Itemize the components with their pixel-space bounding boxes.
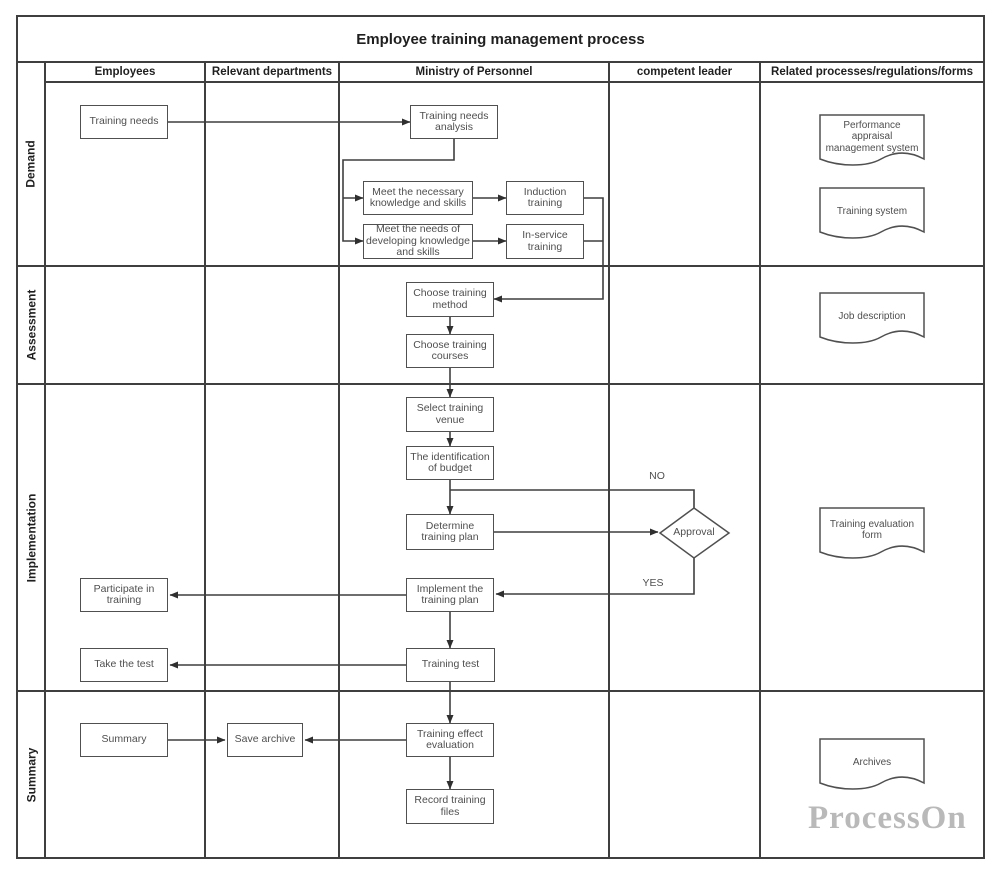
document-evaluation-form-label: Training evaluation form <box>829 518 915 541</box>
node-training-test: Training test <box>406 648 495 682</box>
node-participate-in-training: Participate in training <box>80 578 168 612</box>
decision-approval-label: Approval <box>673 526 715 539</box>
phase-label-summary <box>17 691 45 858</box>
node-summary: Summary <box>80 723 168 757</box>
node-select-training-venue: Select training venue <box>406 397 494 432</box>
node-choose-training-method: Choose training method <box>406 282 494 317</box>
node-determine-training-plan: Determine training plan <box>406 514 494 550</box>
lane-header-competent-leader: competent leader <box>636 66 733 78</box>
node-induction-training: Induction training <box>506 181 584 215</box>
phase-label-demand <box>17 62 45 266</box>
phase-label-assessment-text: Assessment <box>24 289 38 361</box>
diagram-title: Employee training management process <box>356 30 645 48</box>
document-performance-appraisal-label: Performance appraisal management system <box>825 119 919 154</box>
processon-watermark: ProcessOn <box>808 800 967 836</box>
node-choose-training-courses: Choose training courses <box>406 334 494 368</box>
edge-label-yes: YES <box>642 577 664 589</box>
phase-label-implementation <box>17 384 45 691</box>
lane-header-ministry-of-personnel: Ministry of Personnel <box>415 66 533 78</box>
node-training-needs-analysis: Training needs analysis <box>410 105 498 139</box>
phase-label-demand-text: Demand <box>24 140 38 188</box>
edge-label-no: NO <box>649 470 665 482</box>
node-save-archive: Save archive <box>227 723 303 757</box>
document-job-description-label: Job description <box>838 311 906 323</box>
phase-label-assessment <box>17 266 45 384</box>
lane-header-employees: Employees <box>94 66 156 78</box>
phase-label-summary-text: Summary <box>24 747 39 802</box>
node-implement-training-plan: Implement the training plan <box>406 578 494 612</box>
node-record-training-files: Record training files <box>406 789 494 824</box>
node-training-needs: Training needs <box>80 105 168 139</box>
phase-label-implementation-text: Implementation <box>24 493 38 582</box>
document-archives-label: Archives <box>852 757 892 769</box>
node-meet-necessary-skills: Meet the necessary knowledge and skills <box>363 181 473 215</box>
node-in-service-training: In-service training <box>506 224 584 259</box>
node-identification-of-budget: The identification of budget <box>406 446 494 480</box>
node-training-effect-evaluation: Training effect evaluation <box>406 723 494 757</box>
document-training-system-label: Training system <box>836 206 908 218</box>
lane-header-related-processes: Related processes/regulations/forms <box>771 66 973 78</box>
lane-header-relevant-departments: Relevant departments <box>211 66 333 78</box>
node-take-the-test: Take the test <box>80 648 168 682</box>
node-meet-developing-skills: Meet the needs of developing knowledge and skills <box>363 224 473 259</box>
